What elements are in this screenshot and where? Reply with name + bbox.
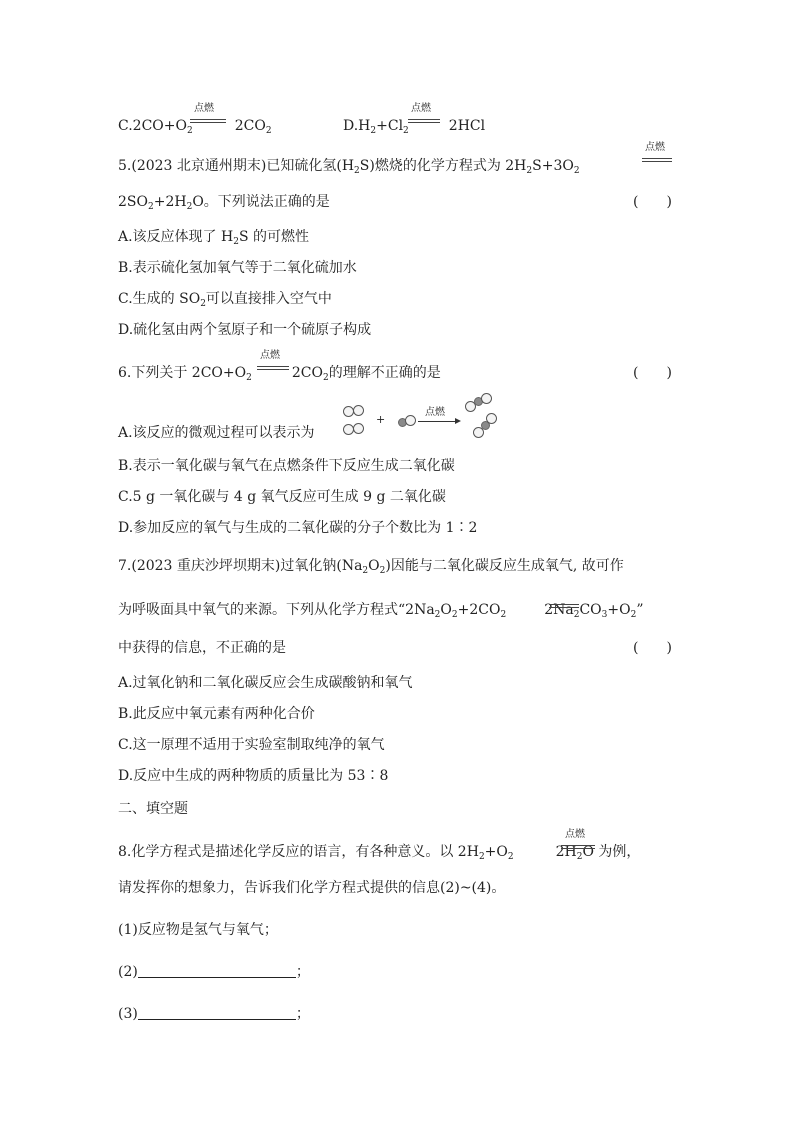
q5-option-b: B.表示硫化氢加氧气等于二氧化硫加水: [118, 260, 357, 276]
diagram-condition: 点燃: [425, 407, 445, 418]
q8-item2-label: (2): [118, 964, 138, 980]
subscript: 2: [186, 126, 193, 136]
co2-atom-4: [486, 413, 497, 424]
q8-condition: 点燃: [565, 829, 585, 840]
q8-item-2: [118, 962, 310, 982]
subscript: 2: [354, 166, 360, 176]
q7-stem-a: 7.(2023 重庆沙坪坝期末)过氧化钠(Na: [118, 558, 363, 574]
q4-c-reaction-sign: [190, 119, 226, 123]
subscript: 2: [362, 566, 369, 576]
subscript: 2: [630, 610, 637, 620]
q4-optd-text: D.H: [343, 118, 371, 134]
q7-option-c: C.这一原理不适用于实验室制取纯净的氧气: [118, 737, 385, 753]
subscript: 2: [147, 202, 154, 212]
section-heading: 二、填空题: [118, 801, 188, 817]
q5-line2-c: O。下列说法正确的是: [192, 194, 330, 210]
q4-c-condition: 点燃: [194, 103, 214, 114]
subscript: 2: [434, 610, 441, 620]
q5-opta-a: A.该反应体现了 H: [118, 229, 234, 245]
q7-stem: [118, 556, 624, 576]
q7-reaction-sign: [549, 604, 579, 608]
co2-atom-2: [481, 393, 492, 404]
q8-item2-answer-blank[interactable]: [138, 963, 296, 978]
q8-item-3: [118, 1004, 310, 1024]
q7-line2-e: CO: [579, 602, 602, 618]
q6-option-a: A.该反应的微观过程可以表示为: [118, 425, 315, 441]
q8-reaction-sign: [561, 845, 595, 849]
q4-optd-mid: +Cl: [376, 118, 404, 134]
q5-answer-bracket: ( ): [633, 194, 672, 210]
subscript: 2: [265, 126, 272, 136]
q5-line2-b: +2H: [153, 194, 187, 210]
q5-stem-a: 5.(2023 北京通州期末)已知硫化氢(H: [118, 158, 355, 174]
q6-stem-a: 6.下列关于 2CO+O: [118, 365, 247, 381]
subscript: 2: [246, 373, 252, 383]
q5-opta-b: S 的可燃性: [238, 229, 310, 245]
subscript: 2: [379, 566, 386, 576]
subscript: 2: [576, 852, 583, 862]
q7-stem-line3: 中获得的信息，不正确的是: [118, 640, 286, 656]
q7-line2-d: 2Na: [544, 602, 574, 618]
q5-stem-b: S)燃烧的化学方程式为 2H: [359, 158, 527, 174]
subscript: 2: [478, 852, 485, 862]
subscript: 3: [601, 610, 608, 620]
q4-optc-text: C.2CO+O: [118, 118, 187, 134]
q8-stem-line2: 请发挥你的想象力，告诉我们化学方程式提供的信息(2)~(4)。: [118, 880, 506, 896]
subscript: 2: [322, 373, 329, 383]
q7-option-a: A.过氧化钠和二氧化碳反应会生成碳酸钠和氧气: [118, 675, 413, 691]
diagram-plus-sign: +: [376, 413, 386, 426]
q8-item2-punct: ；: [295, 964, 310, 980]
q7-line2-f: +O: [607, 602, 631, 618]
subscript: 2: [200, 299, 206, 309]
q6-option-b: B.表示一氧化碳与氧气在点燃条件下反应生成二氧化碳: [118, 458, 455, 474]
q8-stem-a: 8.化学方程式是描述化学反应的语言，有各种意义。以 2H: [118, 844, 479, 860]
q4-d-reaction-sign: [408, 119, 440, 123]
q5-optc-b: 可以直接排入空气中: [205, 291, 332, 307]
q7-line2-c: +2CO: [457, 602, 501, 618]
q4-optd-product: 2HCl: [448, 118, 486, 134]
q6-stem-b: 2CO: [291, 365, 323, 381]
q6-answer-bracket: ( ): [633, 365, 672, 381]
q7-option-b: B.此反应中氧元素有两种化合价: [118, 706, 315, 722]
q7-stem-c: )因能与二氧化碳反应生成氧气, 故可作: [385, 558, 624, 574]
q8-stem-b: +O: [484, 844, 508, 860]
arrow-head-icon: [455, 418, 461, 424]
q8-stem-d: O 为例，: [582, 844, 641, 860]
o2b-atom-1: [353, 405, 364, 416]
o2b-atom-2: [353, 423, 364, 434]
q7-option-d: D.反应中生成的两种物质的质量比为 53∶8: [118, 768, 389, 784]
q6-stem-c: 的理解不正确的是: [328, 365, 441, 381]
subscript: 2: [186, 202, 193, 212]
q4-optc-product: 2CO: [234, 118, 266, 134]
q7-line2-g: ”: [636, 602, 644, 618]
subscript: 2: [370, 126, 377, 136]
q4-d-condition: 点燃: [411, 103, 431, 114]
q5-optc-a: C.生成的 SO: [118, 291, 201, 307]
q8-item-1: (1)反应物是氢气与氧气；: [118, 922, 278, 938]
q6-reaction-sign: [257, 366, 289, 370]
q5-reaction-sign: [642, 158, 672, 162]
q7-stem-b: O: [368, 558, 380, 574]
q5-stem-c: S+3O: [532, 158, 574, 174]
q6-option-d: D.参加反应的氧气与生成的二氧化碳的分子个数比为 1∶2: [118, 520, 478, 536]
co-oxygen-1: [405, 415, 416, 426]
q7-line2-a: 为呼吸面具中氧气的来源。下列从化学方程式“2Na: [118, 602, 435, 618]
q8-item3-answer-blank[interactable]: [138, 1005, 296, 1020]
subscript: 2: [233, 237, 239, 247]
q7-stem-line2: [118, 600, 644, 620]
diagram-arrow-line: [418, 421, 458, 422]
q6-option-c: C.5 g 一氧化碳与 4 g 氧气反应可生成 9 g 二氧化碳: [118, 489, 446, 505]
subscript: 2: [526, 166, 533, 176]
q7-answer-bracket: ( ): [633, 640, 672, 656]
q5-stem: [118, 156, 580, 176]
q5-option-a: [118, 227, 309, 247]
q5-condition: 点燃: [645, 142, 665, 153]
q5-stem-line2: [118, 192, 330, 212]
subscript: 2: [500, 610, 507, 620]
subscript: 2: [451, 610, 458, 620]
q8-stem-c: 2H: [555, 844, 577, 860]
q5-line2-a: 2SO: [118, 194, 148, 210]
subscript: 2: [573, 610, 580, 620]
subscript: 2: [573, 166, 580, 176]
q5-option-d: D.硫化氢由两个氢原子和一个硫原子构成: [118, 322, 372, 338]
q7-line2-b: O: [440, 602, 452, 618]
q6-condition: 点燃: [260, 350, 280, 361]
q8-item3-punct: ；: [295, 1006, 310, 1022]
q8-item3-label: (3): [118, 1006, 138, 1022]
subscript: 2: [507, 852, 514, 862]
subscript: 2: [403, 126, 409, 136]
q5-option-c: [118, 289, 332, 309]
